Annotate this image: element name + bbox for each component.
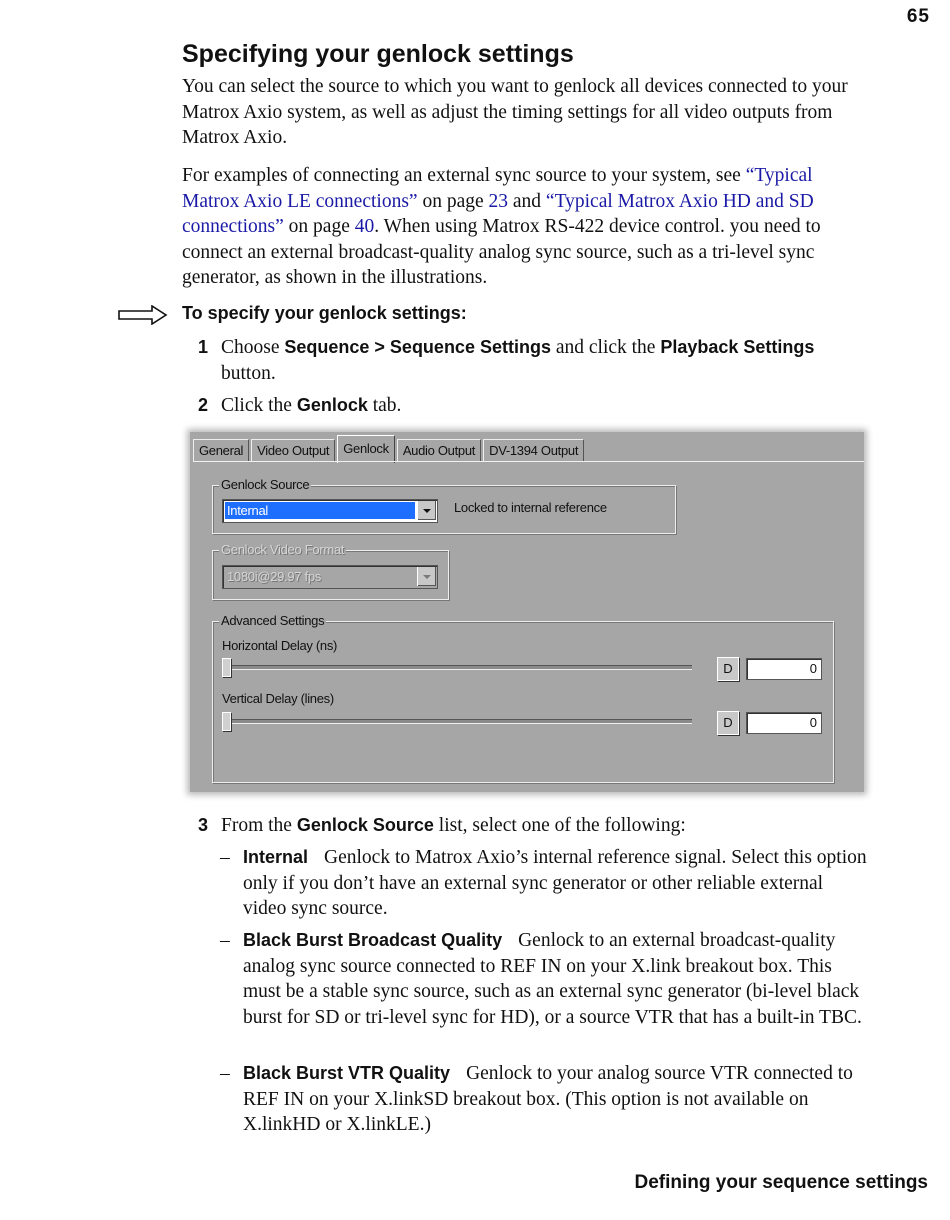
step-3 xyxy=(198,813,868,839)
para-text: on page xyxy=(417,190,489,212)
group-title: Genlock Video Format xyxy=(221,542,345,557)
genlock-source-value: Internal xyxy=(225,502,415,519)
step-ui-term: Playback Settings xyxy=(660,337,815,357)
step-text: tab. xyxy=(367,395,402,416)
group-title: Advanced Settings xyxy=(221,613,325,628)
option-description: Genlock to Matrox Axio’s internal reference signal. Select this option only if you don’t have an external sync generator or other reliable external video sync source. xyxy=(243,847,867,919)
step-ui-term: Sequence > Sequence Settings xyxy=(284,337,551,357)
para-text: . When using Matrox RS-422 device control. you need to connect an external broadcast-quality analog sync source, such as a tri-level sync generator, as shown in the illustrations. xyxy=(182,216,821,288)
playback-settings-dialog xyxy=(190,432,864,792)
tab-genlock[interactable]: Genlock xyxy=(337,435,395,463)
step-number: 2 xyxy=(198,395,209,415)
vertical-delay-slider-handle[interactable] xyxy=(222,712,231,731)
link-le-connections[interactable]: “Typical Matrox Axio LE connections” xyxy=(182,165,813,212)
step-text: Click the xyxy=(221,395,297,416)
option-term: Black Burst VTR Quality xyxy=(243,1063,451,1083)
vertical-delay-label: Vertical Delay (lines) xyxy=(222,691,334,706)
para-text: on page xyxy=(283,216,355,237)
horizontal-default-button[interactable]: D xyxy=(717,657,739,681)
horizontal-delay-slider-handle[interactable] xyxy=(222,658,231,677)
step-2 xyxy=(198,393,868,419)
group-title: Genlock Source xyxy=(221,477,310,492)
option-term: Black Burst Broadcast Quality xyxy=(243,930,503,950)
vertical-default-button[interactable]: D xyxy=(717,711,739,735)
footer-section-title: Defining your sequence settings xyxy=(634,1172,928,1193)
examples-paragraph xyxy=(182,163,872,291)
tab-dv-1394-output[interactable]: DV-1394 Output xyxy=(483,439,584,462)
dash-marker: – xyxy=(220,930,230,951)
genlock-source-select[interactable] xyxy=(222,499,438,523)
dash-marker: – xyxy=(220,1063,230,1084)
genlock-status-text: Locked to internal reference xyxy=(454,500,607,515)
intro-paragraph: You can select the source to which you want to genlock all devices connected to your Matrox Axio system, as well as adjust the timing settings for all video outputs from Matrox Axio. xyxy=(182,76,848,148)
step-ui-term: Genlock xyxy=(296,395,368,415)
tab-general[interactable]: General xyxy=(193,439,249,462)
option-term: Internal xyxy=(243,847,309,867)
tab-audio-output[interactable]: Audio Output xyxy=(397,439,481,462)
procedure-heading: To specify your genlock settings: xyxy=(182,303,467,323)
page-number: 65 xyxy=(906,6,930,27)
para-text: For examples of connecting an external sync source to your system, see xyxy=(182,165,746,186)
step-text: From the xyxy=(221,815,297,836)
option-internal xyxy=(220,845,870,922)
option-description: Genlock to an external broadcast-quality analog sync source connected to REF IN on your X.link breakout box. This must be a stable sync source, such as an external sync generator (bi-level black burst for SD or tri-level sync for HD), or a source VTR that has a built-in TBC. xyxy=(243,930,862,1028)
video-format-value: 1080i@29.97 fps xyxy=(227,569,321,584)
tab-divider xyxy=(193,461,864,462)
tab-video-output[interactable]: Video Output xyxy=(251,439,335,462)
tab-bar xyxy=(193,435,586,462)
option-black-burst-vtr xyxy=(220,1061,870,1138)
option-description: Genlock to your analog source VTR connected to REF IN on your X.linkSD breakout box. (This option is not available on X.linkHD or X.linkLE.) xyxy=(243,1063,853,1135)
page-title: Specifying your genlock settings xyxy=(182,40,574,68)
horizontal-delay-track[interactable] xyxy=(226,665,692,670)
chevron-down-icon[interactable] xyxy=(417,501,436,520)
vertical-delay-input[interactable]: 0 xyxy=(746,712,822,734)
link-page-23[interactable]: 23 xyxy=(488,190,509,212)
vertical-delay-track[interactable] xyxy=(226,719,692,724)
link-page-40[interactable]: 40 xyxy=(354,216,375,237)
dash-marker: – xyxy=(220,847,230,868)
para-text: and xyxy=(508,190,546,212)
video-format-select[interactable] xyxy=(222,565,438,589)
procedure-arrow-icon xyxy=(118,305,168,325)
link-hd-sd-connections[interactable]: “Typical Matrox Axio HD and SD connections” xyxy=(182,190,814,237)
step-number: 3 xyxy=(198,815,209,835)
option-black-burst-broadcast xyxy=(220,928,870,1030)
chevron-down-icon[interactable] xyxy=(417,567,436,586)
step-number: 1 xyxy=(198,337,209,357)
horizontal-delay-label: Horizontal Delay (ns) xyxy=(222,638,338,653)
step-1 xyxy=(198,335,868,386)
step-text: list, select one of the following: xyxy=(433,815,686,836)
step-ui-term: Genlock Source xyxy=(296,815,434,835)
step-text: button. xyxy=(221,362,276,384)
step-text: Choose xyxy=(221,337,285,358)
horizontal-delay-input[interactable]: 0 xyxy=(746,658,822,680)
step-text: and click the xyxy=(550,337,661,358)
